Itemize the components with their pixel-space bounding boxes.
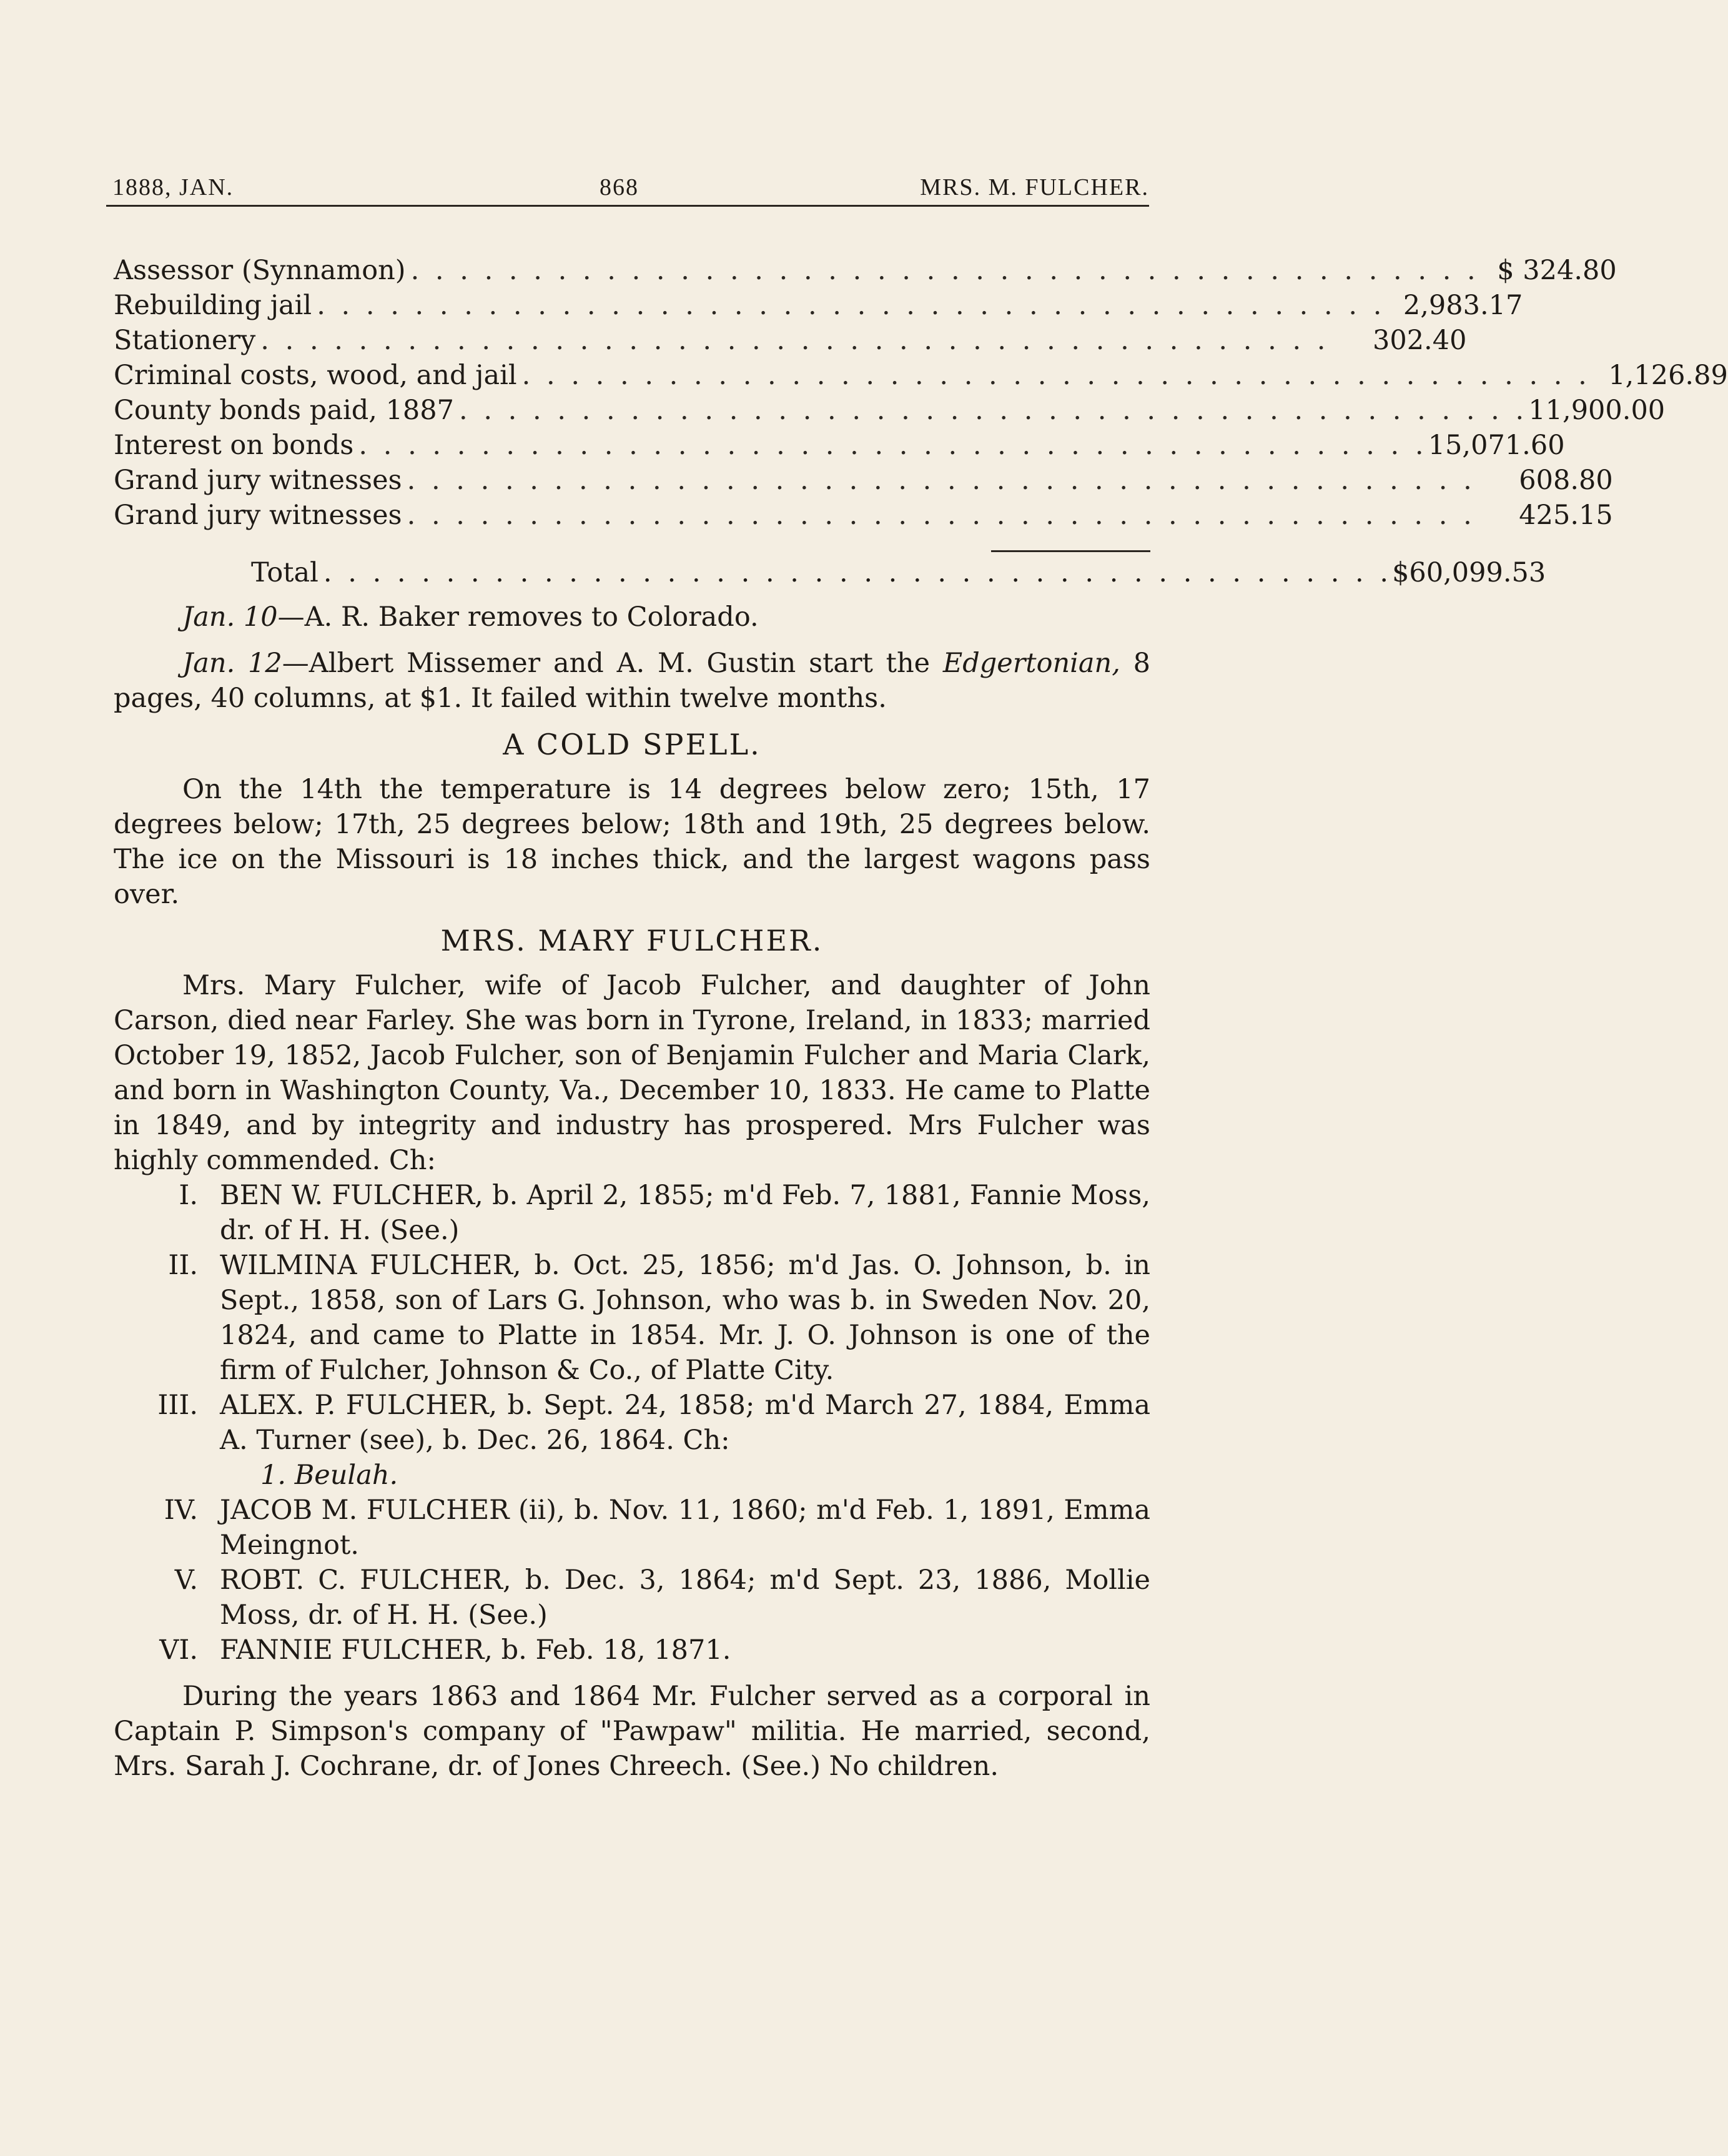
account-label: County bonds paid, 1887 xyxy=(114,395,454,426)
child-number: VI. xyxy=(159,1634,198,1666)
child-text: JACOB M. FULCHER (ii), b. Nov. 11, 1860; m'd Feb. 1, 1891, Emma Meingnot. xyxy=(220,1495,1150,1561)
grandchild-entry: 1. Beulah. xyxy=(260,1460,398,1491)
account-row xyxy=(114,288,1523,323)
fulcher-biography: Mrs. Mary Fulcher, wife of Jacob Fulcher, and daughter of John Carson, died near Farley. She was born in Tyrone, Ireland, in 1833; married October 19, 1852, Jacob Fulcher, son of Benjamin Fulcher and Maria Clark, and born in Washington County, Va., December 10, 1833. He came to Platte in 1849, and by integrity and industry has prospered. Mrs Fulcher was highly commended. Ch: xyxy=(114,970,1150,1176)
children-list xyxy=(114,1178,1150,1668)
account-amount: 608.80 xyxy=(1519,465,1613,496)
account-list xyxy=(114,253,1728,533)
page-content xyxy=(114,253,1728,1784)
entry-jan12 xyxy=(114,646,1150,716)
leader-dots: . . . . . . . . . . . . . . . . . . . . . . . . . . . . . . . . . . . . . . . . . . . . xyxy=(260,325,1330,356)
leader-dots: . . . . . . . . . . . . . . . . . . . . . . . . . . . . . . . . . . . . . . . . . . . . xyxy=(410,255,1479,286)
account-amount: 425.15 xyxy=(1519,500,1613,531)
running-header xyxy=(106,174,1149,207)
entry-text: —A. R. Baker removes to Colorado. xyxy=(277,601,759,633)
closing-paragraph: During the years 1863 and 1864 Mr. Fulcher served as a corporal in Captain P. Simpson's company of "Pawpaw" militia. He married, second, Mrs. Sarah J. Cochrane, dr. of Jones Chreech. (See.) No children. xyxy=(114,1681,1150,1782)
account-amount: 1,126.89 xyxy=(1608,360,1728,391)
child-number: V. xyxy=(174,1565,198,1596)
header-date: 1888, JAN. xyxy=(112,174,234,200)
child-text: WILMINA FULCHER, b. Oct. 25, 1856; m'd Jas. O. Johnson, b. in Sept., 1858, son of Lars G. Johnson, who was b. in Sweden Nov. 20, 1824, and came to Platte in 1854. Mr. J. O. Johnson is one of the firm of Fulcher, Johnson & Co., of Platte City. xyxy=(220,1250,1150,1386)
account-label: Grand jury witnesses xyxy=(114,500,402,531)
child-text: FANNIE FULCHER, b. Feb. 18, 1871. xyxy=(220,1634,731,1666)
child-entry xyxy=(114,1563,1150,1633)
entry-jan10 xyxy=(114,600,1150,635)
section-heading: A COLD SPELL. xyxy=(503,728,761,761)
page-number: 868 xyxy=(600,174,639,200)
leader-dots: . . . . . . . . . . . . . . . . . . . . . . . . . . . . . . . . . . . . . . . . . . . . xyxy=(459,395,1528,426)
child-number: II. xyxy=(168,1250,198,1281)
entry-date: Jan. 12 xyxy=(182,648,282,679)
leader-dots: . . . . . . . . . . . . . . . . . . . . . . . . . . . . . . . . . . . . . . . . . . . . xyxy=(317,290,1386,321)
child-entry xyxy=(114,1178,1150,1248)
leader-dots: . . . . . . . . . . . . . . . . . . . . . . . . . . . . . . . . . . . . . . . . . . . . xyxy=(358,430,1428,461)
entry-text: —Albert Missemer and A. M. Gustin start the xyxy=(282,648,943,679)
account-row xyxy=(114,323,1467,358)
total-label: Total xyxy=(251,557,318,588)
account-label: Criminal costs, wood, and jail xyxy=(114,360,517,391)
account-amount: $ 324.80 xyxy=(1497,255,1617,286)
total-row xyxy=(114,552,1546,593)
header-title: MRS. M. FULCHER. xyxy=(920,174,1149,200)
account-row xyxy=(114,358,1728,393)
account-row xyxy=(114,428,1565,463)
leader-dots: . . . . . . . . . . . . . . . . . . . . . . . . . . . . . . . . . . . . . . . . . . . . xyxy=(407,500,1476,531)
account-amount: 2,983.17 xyxy=(1403,290,1523,321)
section-heading: MRS. MARY FULCHER. xyxy=(440,924,824,957)
child-number: I. xyxy=(179,1180,198,1211)
child-number: III. xyxy=(157,1390,198,1421)
child-entry xyxy=(114,1633,1150,1668)
entry-date: Jan. 10 xyxy=(182,601,278,633)
account-label: Stationery xyxy=(114,325,256,356)
child-text: ROBT. C. FULCHER, b. Dec. 3, 1864; m'd Sept. 23, 1886, Mollie Moss, dr. of H. H. (See.) xyxy=(220,1565,1150,1631)
child-number: IV. xyxy=(164,1495,198,1526)
child-text: ALEX. P. FULCHER, b. Sept. 24, 1858; m'd March 27, 1884, Emma A. Turner (see), b. Dec. 26, 1864. Ch: xyxy=(220,1390,1150,1456)
entry-text: 8 pages, 40 columns, at $1. It failed within twelve months. xyxy=(114,648,1151,714)
leader-dots: . . . . . . . . . . . . . . . . . . . . . . . . . . . . . . . . . . . . . . . . . . . . xyxy=(407,465,1476,496)
account-row xyxy=(114,393,1666,428)
account-row xyxy=(114,253,1617,288)
leader-dots: . . . . . . . . . . . . . . . . . . . . . . . . . . . . . . . . . . . . . . . . . . . . xyxy=(323,557,1393,588)
child-entry xyxy=(114,1388,1150,1458)
newspaper-name: Edgertonian, xyxy=(942,648,1120,679)
account-row xyxy=(114,463,1613,498)
cold-spell-text: On the 14th the temperature is 14 degrees below zero; 15th, 17 degrees below; 17th, 25 degrees below; 18th and 19th, 25 degrees below. The ice on the Missouri is 18 inches thick, and the largest wagons pass over. xyxy=(114,774,1150,910)
account-label: Rebuilding jail xyxy=(114,290,312,321)
account-amount: 11,900.00 xyxy=(1528,395,1666,426)
account-amount: 15,071.60 xyxy=(1428,430,1565,461)
account-label: Interest on bonds xyxy=(114,430,354,461)
account-amount: 302.40 xyxy=(1372,325,1467,356)
total-amount: $60,099.53 xyxy=(1392,557,1546,588)
child-entry xyxy=(114,1493,1150,1563)
account-row xyxy=(114,498,1613,533)
leader-dots: . . . . . . . . . . . . . . . . . . . . . . . . . . . . . . . . . . . . . . . . . . . . xyxy=(521,360,1591,391)
child-entry xyxy=(114,1248,1150,1388)
account-label: Grand jury witnesses xyxy=(114,465,402,496)
child-text: BEN W. FULCHER, b. April 2, 1855; m'd Feb. 7, 1881, Fannie Moss, dr. of H. H. (See.) xyxy=(220,1180,1150,1246)
account-label: Assessor (Synnamon) xyxy=(114,255,406,286)
